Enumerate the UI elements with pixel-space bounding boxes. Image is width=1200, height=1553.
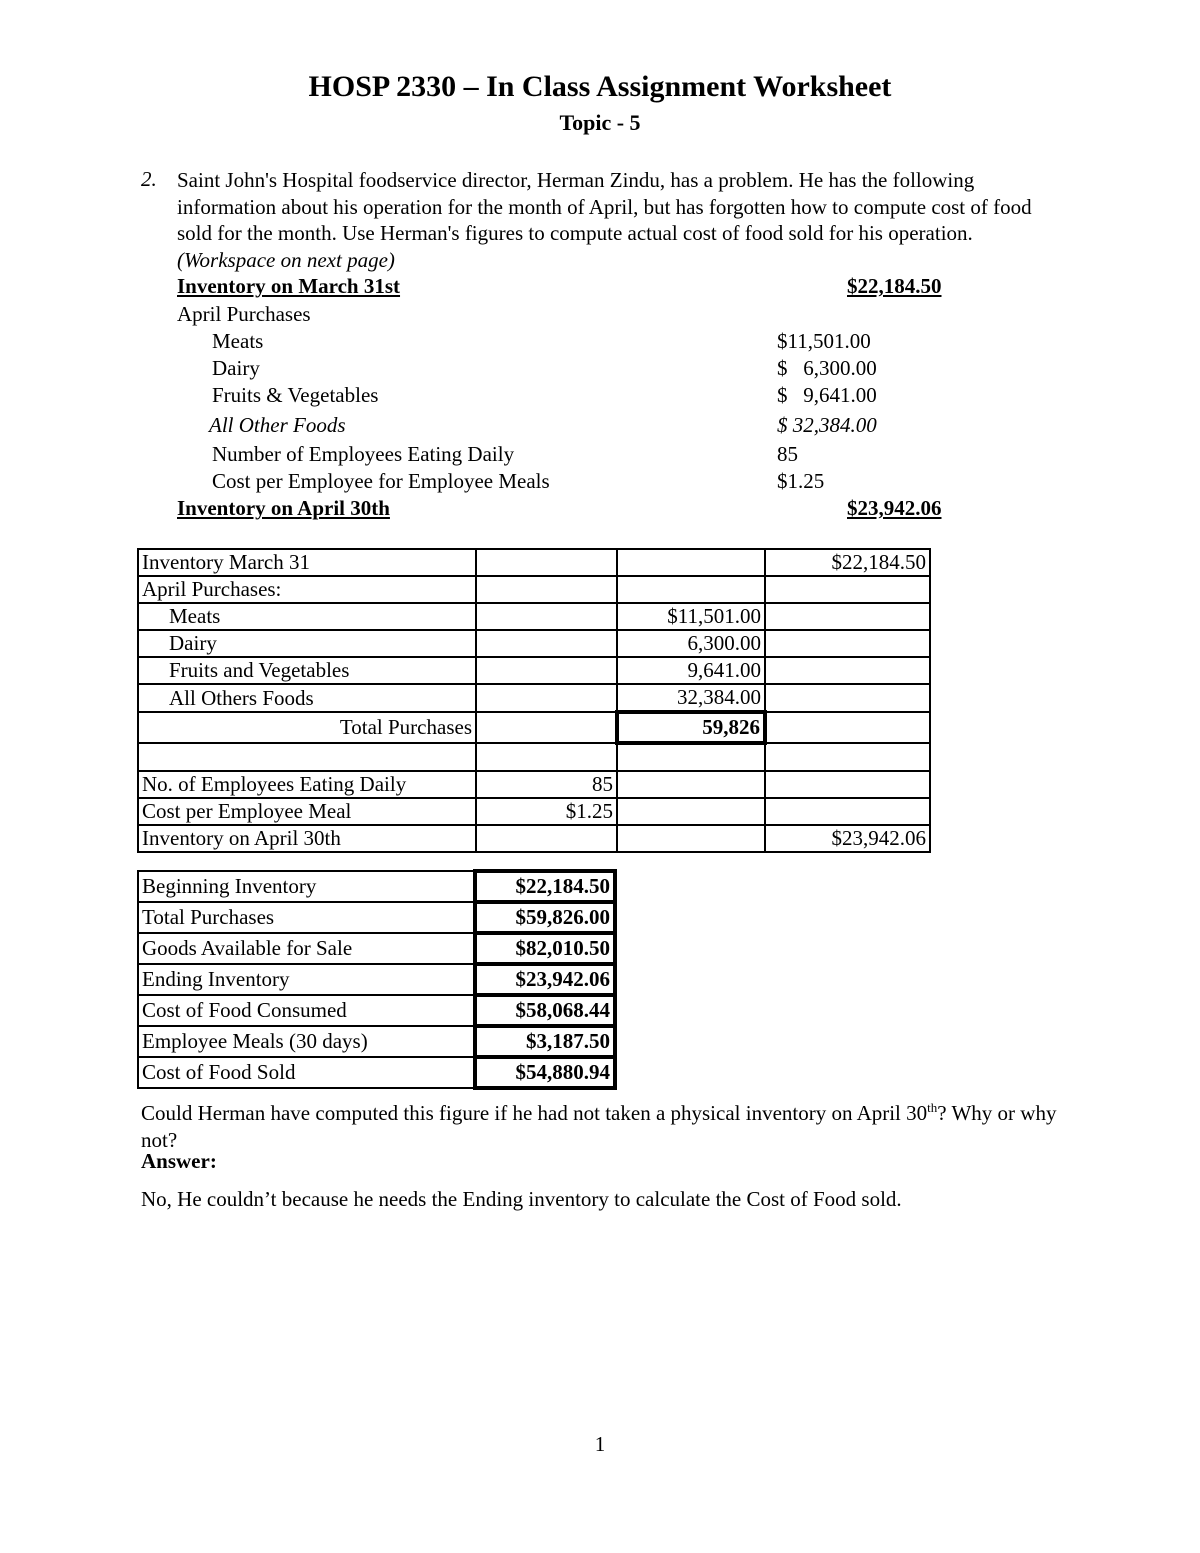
summary-value: $82,010.50 xyxy=(475,933,615,964)
ws-inv-march-value: $22,184.50 xyxy=(765,549,930,576)
summary-label: Employee Meals (30 days) xyxy=(138,1026,475,1057)
ws-meal-cost-label: Cost per Employee Meal xyxy=(138,798,476,825)
table-row xyxy=(138,576,930,603)
ws-total-purchases-label: Total Purchases xyxy=(138,712,476,743)
table-row xyxy=(138,902,615,933)
ws-meats-label: Meats xyxy=(138,603,476,630)
summary-value: $3,187.50 xyxy=(475,1026,615,1057)
question-part-2: ? Why or why not? xyxy=(141,1101,1057,1152)
ws-employees-value: 85 xyxy=(476,771,617,798)
workspace-note: (Workspace on next page) xyxy=(177,247,395,272)
summary-label: Cost of Food Sold xyxy=(138,1057,475,1088)
summary-value: $23,942.06 xyxy=(475,964,615,995)
problem-body: Saint John's Hospital foodservice director, Herman Zindu, has a problem. He has the following information about his operation for the month of April, but has forgotten how to compute cost of food sold for the month. Use Herman's figures to compute actual cost of food sold for his operation. xyxy=(177,168,1032,245)
given-inv-april-label: Inventory on April 30th xyxy=(177,496,390,520)
given-cost-label: Cost per Employee for Employee Meals xyxy=(212,469,550,493)
table-row xyxy=(138,995,615,1026)
summary-label: Ending Inventory xyxy=(138,964,475,995)
question-part-1: Could Herman have computed this figure if he had not taken a physical inventory on April 30 xyxy=(141,1101,928,1125)
given-cost-value: $1.25 xyxy=(777,469,825,493)
summary-table xyxy=(137,869,617,1090)
table-row xyxy=(138,549,930,576)
ws-inv-april-label: Inventory on April 30th xyxy=(138,825,476,852)
ws-dairy-label: Dairy xyxy=(138,630,476,657)
question-superscript: th xyxy=(927,1100,938,1115)
page-number: 1 xyxy=(594,1432,606,1456)
given-inv-march-label: Inventory on March 31st xyxy=(177,274,401,298)
ws-fv-label: Fruits and Vegetables xyxy=(138,657,476,684)
table-row xyxy=(138,743,930,771)
ws-dairy-value: 6,300.00 xyxy=(617,630,765,657)
table-row xyxy=(138,1057,615,1088)
table-row xyxy=(138,712,930,743)
summary-label: Goods Available for Sale xyxy=(138,933,475,964)
given-employees-value: 85 xyxy=(777,442,798,466)
question-text xyxy=(141,1094,1071,1154)
table-row xyxy=(138,1026,615,1057)
ws-total-purchases-value: 59,826 xyxy=(617,712,765,743)
given-fv-label: Fruits & Vegetables xyxy=(212,383,379,407)
given-meats-label: Meats xyxy=(212,329,264,353)
given-other-label: All Other Foods xyxy=(209,413,346,437)
table-row xyxy=(138,964,615,995)
table-row xyxy=(138,657,930,684)
problem-number: 2. xyxy=(141,167,157,191)
given-purchases-label: April Purchases xyxy=(177,302,311,326)
problem-text xyxy=(177,167,1057,273)
table-row xyxy=(138,871,615,902)
answer-text: No, He couldn’t because he needs the Ending inventory to calculate the Cost of Food sold. xyxy=(141,1187,902,1211)
ws-inv-march-label: Inventory March 31 xyxy=(138,549,476,576)
table-row xyxy=(138,825,930,852)
table-row xyxy=(138,771,930,798)
table-row xyxy=(138,684,930,712)
ws-fv-value: 9,641.00 xyxy=(617,657,765,684)
table-row xyxy=(138,603,930,630)
given-dairy-label: Dairy xyxy=(212,356,260,380)
given-fv-value: $ 9,641.00 xyxy=(777,383,877,407)
given-other-value: $ 32,384.00 xyxy=(777,413,877,437)
page-title: HOSP 2330 – In Class Assignment Worksheet xyxy=(308,70,892,103)
table-row xyxy=(138,630,930,657)
summary-value: $54,880.94 xyxy=(475,1057,615,1088)
ws-other-value: 32,384.00 xyxy=(617,684,765,712)
worksheet-table xyxy=(137,548,931,853)
summary-label: Beginning Inventory xyxy=(138,871,475,902)
table-row xyxy=(138,798,930,825)
ws-meal-cost-value: $1.25 xyxy=(476,798,617,825)
summary-value: $58,068.44 xyxy=(475,995,615,1026)
topic-subtitle: Topic - 5 xyxy=(559,110,641,135)
ws-inv-april-value: $23,942.06 xyxy=(765,825,930,852)
given-inv-april-value: $23,942.06 xyxy=(847,496,942,520)
summary-value: $22,184.50 xyxy=(475,871,615,902)
summary-value: $59,826.00 xyxy=(475,902,615,933)
given-inv-march-value: $22,184.50 xyxy=(847,274,942,298)
summary-label: Total Purchases xyxy=(138,902,475,933)
given-dairy-value: $ 6,300.00 xyxy=(777,356,877,380)
ws-employees-label: No. of Employees Eating Daily xyxy=(138,771,476,798)
answer-label: Answer: xyxy=(141,1149,217,1173)
ws-meats-value: $11,501.00 xyxy=(617,603,765,630)
given-meats-value: $11,501.00 xyxy=(777,329,871,353)
summary-label: Cost of Food Consumed xyxy=(138,995,475,1026)
ws-other-label: All Others Foods xyxy=(138,684,476,712)
ws-purchases-label: April Purchases: xyxy=(138,576,476,603)
table-row xyxy=(138,933,615,964)
given-employees-label: Number of Employees Eating Daily xyxy=(212,442,515,466)
